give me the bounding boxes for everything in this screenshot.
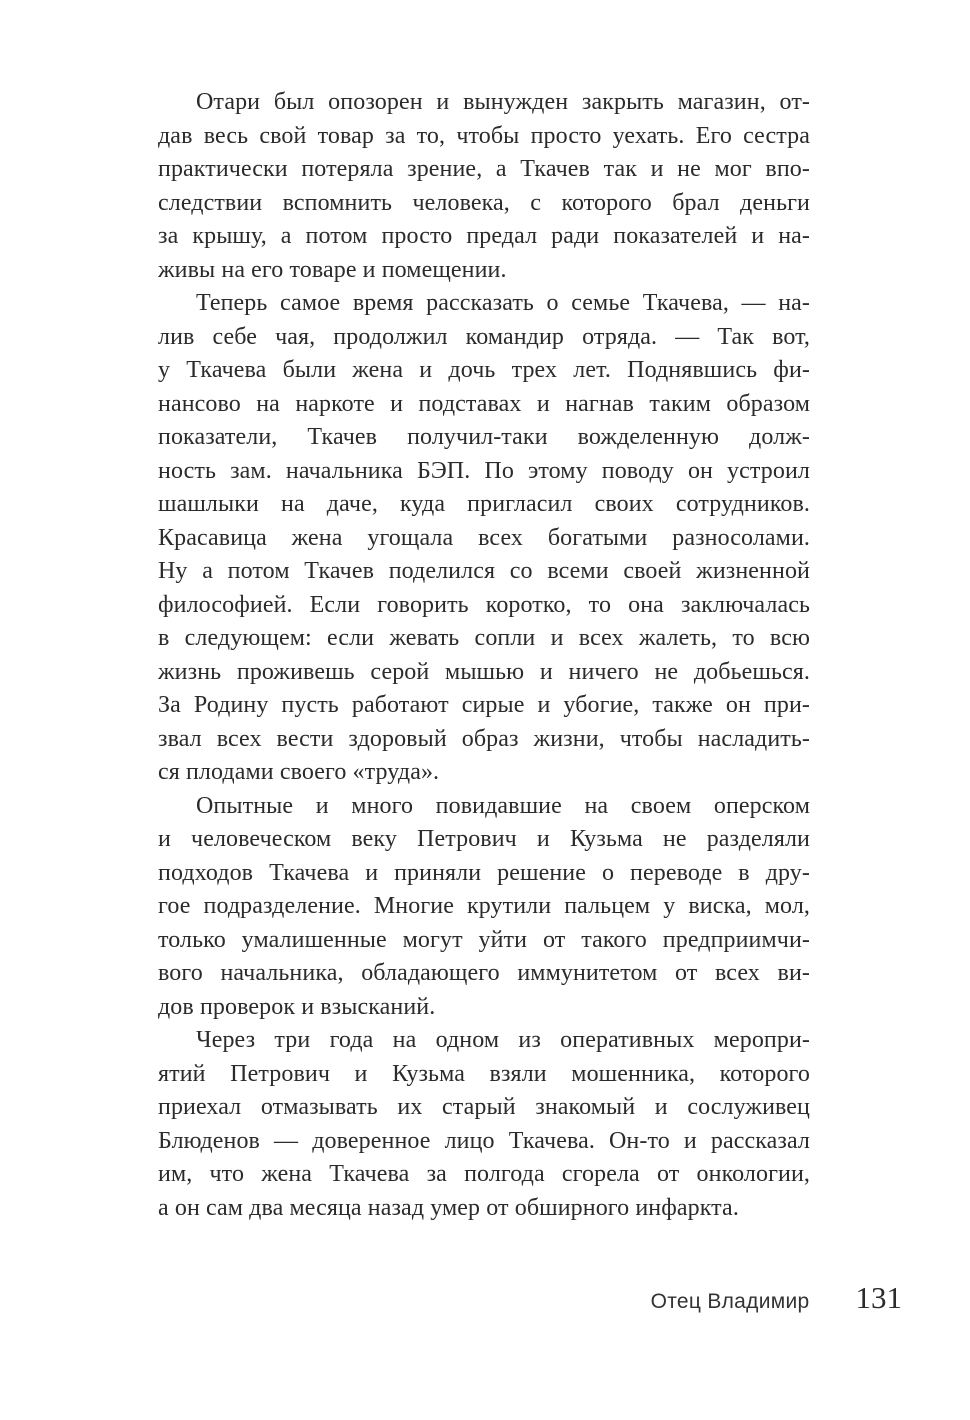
- text-line: ятий Петрович и Кузьма взяли мошенника, которого: [158, 1060, 810, 1087]
- text-line: вого начальника, обладающего иммунитетом от всех ви-: [158, 960, 810, 986]
- page-footer: [158, 1280, 902, 1316]
- paragraph: [158, 790, 810, 1025]
- paragraph: [158, 287, 810, 790]
- page-number: 131: [855, 1280, 902, 1315]
- text-line: Отари был опозорен и вынужден закрыть магазин, от-: [196, 89, 810, 115]
- running-title: Отец Владимир: [650, 1290, 810, 1313]
- text-line: у Ткачева были жена и дочь трех лет. Поднявшись фи-: [158, 357, 810, 383]
- text-line: Теперь самое время рассказать о семье Ткачева, — на-: [196, 290, 810, 316]
- text-line: практически потеряла зрение, а Ткачев так и не мог впо-: [158, 156, 810, 182]
- text-line: за крышу, а потом просто предал ради показателей и на-: [158, 223, 810, 249]
- text-line: а он сам два месяца назад умер от обширного инфаркта.: [158, 1194, 739, 1221]
- text-line: показатели, Ткачев получил-таки вожделенную долж-: [158, 424, 810, 450]
- text-line: им, что жена Ткачева за полгода сгорела от онкологии,: [158, 1161, 810, 1187]
- text-line: звал всех вести здоровый образ жизни, чтобы насладить-: [158, 725, 810, 752]
- text-line: Красавица жена угощала всех богатыми разносолами.: [158, 524, 810, 551]
- text-line: подходов Ткачева и приняли решение о переводе в дру-: [158, 859, 810, 886]
- text-line: ность зам. начальника БЭП. По этому поводу он устроил: [158, 457, 810, 484]
- text-line: дав весь свой товар за то, чтобы просто уехать. Его сестра: [158, 122, 810, 149]
- text-line: следствии вспомнить человека, с которого брал деньги: [158, 189, 810, 216]
- text-line: За Родину пусть работают сирые и убогие, также он при-: [158, 692, 810, 718]
- text-line: только умалишенные могут уйти от такого предприимчи-: [158, 926, 810, 953]
- text-line: лив себе чая, продолжил командир отряда. — Так вот,: [158, 323, 810, 350]
- text-line: нансово на наркоте и подставах и нагнав таким образом: [158, 390, 810, 417]
- text-line: ся плодами своего «труда».: [158, 759, 440, 785]
- text-line: Ну а потом Ткачев поделился со всеми своей жизненной: [158, 558, 810, 584]
- text-line: Блюденов — доверенное лицо Ткачева. Он-то и рассказал: [158, 1127, 810, 1154]
- text-line: приехал отмазывать их старый знакомый и сослуживец: [158, 1094, 810, 1120]
- text-line: жизнь проживешь серой мышью и ничего не добьешься.: [158, 658, 810, 685]
- page-body-text: [158, 86, 810, 1225]
- text-line: живы на его товаре и помещении.: [158, 256, 507, 283]
- text-line: дов проверок и взысканий.: [158, 993, 436, 1020]
- paragraph: [158, 86, 810, 287]
- text-line: Опытные и много повидавшие на своем оперском: [196, 792, 810, 819]
- paragraph: [158, 1024, 810, 1225]
- text-line: и человеческом веку Петрович и Кузьма не разделяли: [158, 826, 810, 852]
- text-line: гое подразделение. Многие крутили пальцем у виска, мол,: [158, 893, 810, 919]
- text-line: шашлыки на даче, куда пригласил своих сотрудников.: [158, 491, 810, 517]
- text-line: в следующем: если жевать сопли и всех жалеть, то всю: [158, 625, 810, 651]
- text-line: философией. Если говорить коротко, то она заключалась: [158, 591, 810, 618]
- text-line: Через три года на одном из оперативных меропри-: [196, 1027, 810, 1053]
